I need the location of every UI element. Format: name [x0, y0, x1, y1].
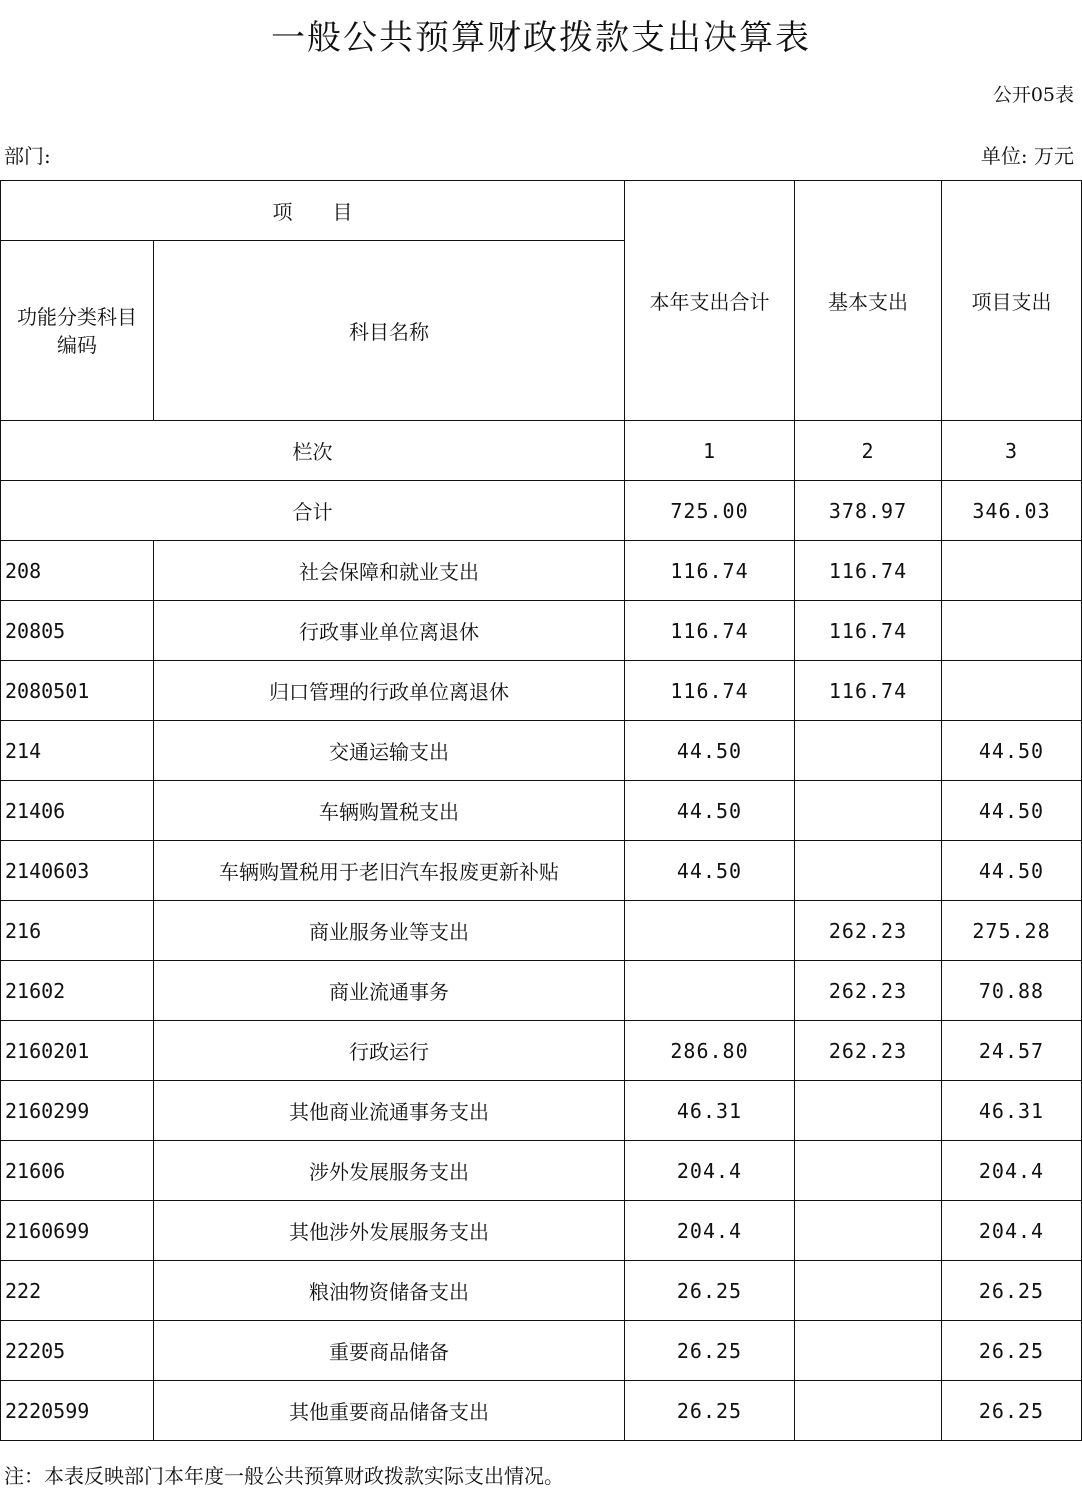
- row-basic: [795, 1321, 942, 1381]
- row-project: [942, 601, 1082, 661]
- row-name: 交通运输支出: [154, 721, 625, 781]
- table-row: [1, 781, 1082, 841]
- row-basic: 116.74: [795, 541, 942, 601]
- row-name: 车辆购置税用于老旧汽车报废更新补贴: [154, 841, 625, 901]
- row-total: 44.50: [625, 781, 795, 841]
- row-total: 286.80: [625, 1021, 795, 1081]
- page-title: 一般公共预算财政拨款支出决算表: [271, 18, 811, 58]
- row-name: 行政事业单位离退休: [154, 601, 625, 661]
- row-project: 26.25: [942, 1321, 1082, 1381]
- column-index-2: 2: [795, 421, 942, 481]
- row-name: 粮油物资储备支出: [154, 1261, 625, 1321]
- row-code: 2080501: [1, 661, 154, 721]
- table-row: [1, 901, 1082, 961]
- row-project: 46.31: [942, 1081, 1082, 1141]
- row-total: 46.31: [625, 1081, 795, 1141]
- row-basic: 262.23: [795, 901, 942, 961]
- row-name: 其他商业流通事务支出: [154, 1081, 625, 1141]
- row-project: 44.50: [942, 841, 1082, 901]
- row-project: 24.57: [942, 1021, 1082, 1081]
- row-basic: 262.23: [795, 1021, 942, 1081]
- row-name: 重要商品储备: [154, 1321, 625, 1381]
- row-basic: 262.23: [795, 961, 942, 1021]
- row-name: 其他重要商品储备支出: [154, 1381, 625, 1441]
- row-code: 21602: [1, 961, 154, 1021]
- row-project: 26.25: [942, 1261, 1082, 1321]
- table-row: [1, 1201, 1082, 1261]
- row-name: 归口管理的行政单位离退休: [154, 661, 625, 721]
- department-label: 部门:: [4, 144, 51, 168]
- row-project: 275.28: [942, 901, 1082, 961]
- row-total: [625, 901, 795, 961]
- table-row: [1, 961, 1082, 1021]
- row-basic: [795, 1141, 942, 1201]
- row-basic: 116.74: [795, 661, 942, 721]
- total-row-basic: 378.97: [795, 481, 942, 541]
- column-index-1: 1: [625, 421, 795, 481]
- row-basic: [795, 1081, 942, 1141]
- row-name: 车辆购置税支出: [154, 781, 625, 841]
- row-total: 26.25: [625, 1261, 795, 1321]
- row-project: 44.50: [942, 721, 1082, 781]
- table-row: [1, 1321, 1082, 1381]
- row-basic: [795, 1201, 942, 1261]
- unit-label: 单位: 万元: [980, 144, 1074, 168]
- table-row: [1, 1261, 1082, 1321]
- total-row-project: 346.03: [942, 481, 1082, 541]
- row-code: 2160201: [1, 1021, 154, 1081]
- column-index-3: 3: [942, 421, 1082, 481]
- row-basic: [795, 781, 942, 841]
- row-name: 商业服务业等支出: [154, 901, 625, 961]
- row-code: 21406: [1, 781, 154, 841]
- row-code: 2220599: [1, 1381, 154, 1441]
- row-total: 44.50: [625, 721, 795, 781]
- row-project: 70.88: [942, 961, 1082, 1021]
- column-index-label: 栏次: [1, 421, 625, 481]
- row-basic: [795, 1261, 942, 1321]
- row-total: 26.25: [625, 1381, 795, 1441]
- table-row: [1, 1081, 1082, 1141]
- header-code: 功能分类科目编码: [1, 241, 154, 421]
- row-name: 社会保障和就业支出: [154, 541, 625, 601]
- row-code: 214: [1, 721, 154, 781]
- total-row-total: 725.00: [625, 481, 795, 541]
- row-code: 22205: [1, 1321, 154, 1381]
- row-code: 222: [1, 1261, 154, 1321]
- row-code: 208: [1, 541, 154, 601]
- row-total: 116.74: [625, 541, 795, 601]
- row-total: 26.25: [625, 1321, 795, 1381]
- table-row: [1, 1381, 1082, 1441]
- row-name: 涉外发展服务支出: [154, 1141, 625, 1201]
- header-name: 科目名称: [154, 241, 625, 421]
- table-row: [1, 841, 1082, 901]
- table-row: [1, 541, 1082, 601]
- row-project: 44.50: [942, 781, 1082, 841]
- row-total: [625, 961, 795, 1021]
- row-total: 44.50: [625, 841, 795, 901]
- row-code: 20805: [1, 601, 154, 661]
- table-row: [1, 1021, 1082, 1081]
- header-item: 项 目: [1, 181, 625, 241]
- row-project: [942, 541, 1082, 601]
- table-row: [1, 1141, 1082, 1201]
- header-total: 本年支出合计: [625, 181, 795, 421]
- row-name: 行政运行: [154, 1021, 625, 1081]
- row-name: 其他涉外发展服务支出: [154, 1201, 625, 1261]
- table-row: [1, 721, 1082, 781]
- row-project: 26.25: [942, 1381, 1082, 1441]
- row-name: 商业流通事务: [154, 961, 625, 1021]
- row-basic: [795, 1381, 942, 1441]
- form-number: 公开05表: [992, 84, 1074, 106]
- expenditure-table: [0, 180, 1082, 1441]
- total-row-label: 合计: [1, 481, 625, 541]
- table-row: [1, 661, 1082, 721]
- row-basic: 116.74: [795, 601, 942, 661]
- row-total: 204.4: [625, 1201, 795, 1261]
- row-project: [942, 661, 1082, 721]
- row-project: 204.4: [942, 1201, 1082, 1261]
- row-basic: [795, 841, 942, 901]
- table-row: [1, 601, 1082, 661]
- row-project: 204.4: [942, 1141, 1082, 1201]
- row-code: 216: [1, 901, 154, 961]
- header-project: 项目支出: [942, 181, 1082, 421]
- row-code: 2160699: [1, 1201, 154, 1261]
- row-total: 204.4: [625, 1141, 795, 1201]
- row-basic: [795, 721, 942, 781]
- row-code: 2160299: [1, 1081, 154, 1141]
- footnote: 注：本表反映部门本年度一般公共预算财政拨款实际支出情况。: [4, 1464, 564, 1488]
- row-total: 116.74: [625, 601, 795, 661]
- row-code: 2140603: [1, 841, 154, 901]
- row-total: 116.74: [625, 661, 795, 721]
- header-basic: 基本支出: [795, 181, 942, 421]
- row-code: 21606: [1, 1141, 154, 1201]
